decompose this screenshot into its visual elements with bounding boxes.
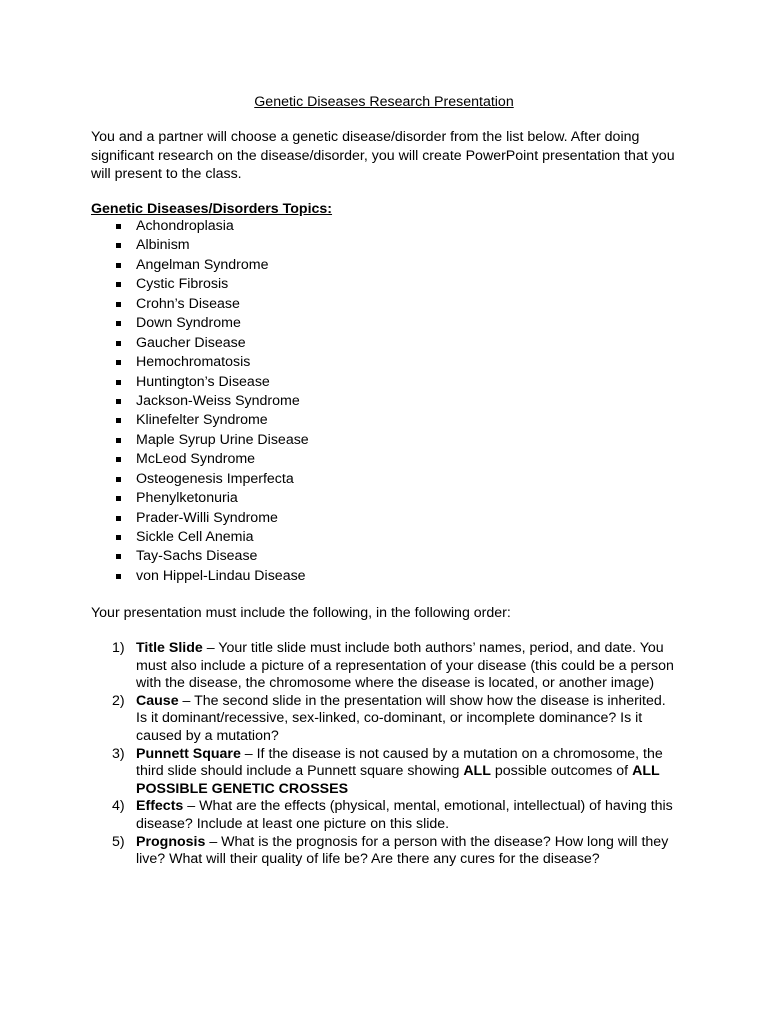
bullet-icon [116, 263, 121, 268]
requirement-description: – What is the prognosis for a person with the disease? How long will they live? What will their quality of life be? Are there any cures for the disease? [136, 833, 669, 868]
requirement-description: – If the disease is not caused by a mutation on a chromosome, the third slide should include a Punnett square showing [136, 745, 663, 780]
requirement-text [136, 746, 676, 799]
topic-label: von Hippel-Lindau Disease [136, 567, 306, 584]
document-title: Genetic Diseases Research Presentation [254, 94, 514, 110]
bullet-icon [116, 516, 121, 521]
bullet-icon [116, 282, 121, 287]
emphasis-crosses: ALL POSSIBLE GENETIC CROSSES [136, 763, 660, 797]
topic-label: Jackson-Weiss Syndrome [136, 392, 300, 409]
topic-label: Angelman Syndrome [136, 256, 269, 273]
bullet-icon [116, 224, 121, 229]
topic-label: Hemochromatosis [136, 354, 251, 371]
list-item [0, 746, 768, 799]
bullet-icon [116, 321, 121, 326]
topic-label: Klinefelter Syndrome [136, 412, 268, 429]
requirement-title: Cause [136, 692, 179, 709]
bullet-icon [116, 496, 121, 501]
bullet-icon [116, 302, 121, 307]
list-item [0, 640, 768, 693]
list-item [0, 798, 768, 833]
requirement-description-cont: possible outcomes of [490, 763, 633, 780]
topic-label: Crohn’s Disease [136, 295, 240, 312]
list-item [0, 693, 768, 746]
bullet-icon [116, 243, 121, 248]
requirement-text [136, 693, 676, 746]
topic-label: Huntington’s Disease [136, 373, 270, 390]
list-item [0, 834, 768, 869]
requirement-text [136, 834, 676, 869]
bullet-icon [116, 535, 121, 540]
topic-label: Albinism [136, 237, 190, 254]
bullet-icon [116, 574, 121, 579]
topics-heading: Genetic Diseases/Disorders Topics: [91, 201, 333, 217]
topic-label: Sickle Cell Anemia [136, 529, 254, 545]
topic-label: McLeod Syndrome [136, 451, 256, 468]
item-number: 5) [112, 833, 125, 850]
requirement-text [136, 798, 676, 833]
topic-label: Achondroplasia [136, 218, 234, 234]
topic-label: Tay-Sachs Disease [136, 548, 258, 565]
item-number: 2) [112, 692, 125, 709]
bullet-icon [116, 457, 121, 462]
topic-label: Maple Syrup Urine Disease [136, 431, 309, 448]
bullet-icon [116, 380, 121, 385]
requirements-list [0, 640, 768, 869]
topic-label: Cystic Fibrosis [136, 276, 229, 293]
item-number: 4) [112, 798, 125, 815]
bullet-icon [116, 438, 121, 443]
bullet-icon [116, 418, 121, 423]
requirement-title: Title Slide [136, 640, 203, 656]
requirement-description: – The second slide in the presentation will show how the disease is inherited. Is it dominant/recessive, sex-linked, co-dominant, or incomplete dominance? Is it caused by a mutation? [136, 692, 666, 744]
bullet-icon [116, 477, 121, 482]
topic-label: Osteogenesis Imperfecta [136, 470, 294, 487]
requirement-description: – Your title slide must include both authors’ names, period, and date. You must also include a picture of a representation of your disease (this could be a person with the disease, the chromosome where the disease is located, or another image) [136, 640, 674, 692]
topic-label: Prader-Willi Syndrome [136, 509, 278, 526]
requirement-description: – What are the effects (physical, mental, emotional, intellectual) of having this disease? Include at least one picture on this slide. [136, 798, 673, 832]
bullet-icon [116, 399, 121, 404]
bullet-icon [116, 554, 121, 559]
emphasis-all: ALL [463, 763, 491, 780]
bullet-icon [116, 360, 121, 365]
item-number: 3) [112, 745, 125, 762]
requirement-title: Prognosis [136, 833, 206, 850]
requirement-title: Punnett Square [136, 745, 241, 762]
topic-label: Phenylketonuria [136, 490, 238, 507]
intro-paragraph: You and a partner will choose a genetic disease/disorder from the list below. After doing significant research on the disease/disorder, you will create PowerPoint presentation that you will present to the class. [91, 129, 675, 182]
requirement-title: Effects [136, 798, 184, 815]
topic-label: Gaucher Disease [136, 334, 246, 351]
requirement-text [136, 640, 676, 693]
item-number: 1) [112, 640, 125, 656]
topic-label: Down Syndrome [136, 315, 241, 332]
order-intro: Your presentation must include the following, in the following order: [91, 605, 511, 621]
bullet-icon [116, 341, 121, 346]
